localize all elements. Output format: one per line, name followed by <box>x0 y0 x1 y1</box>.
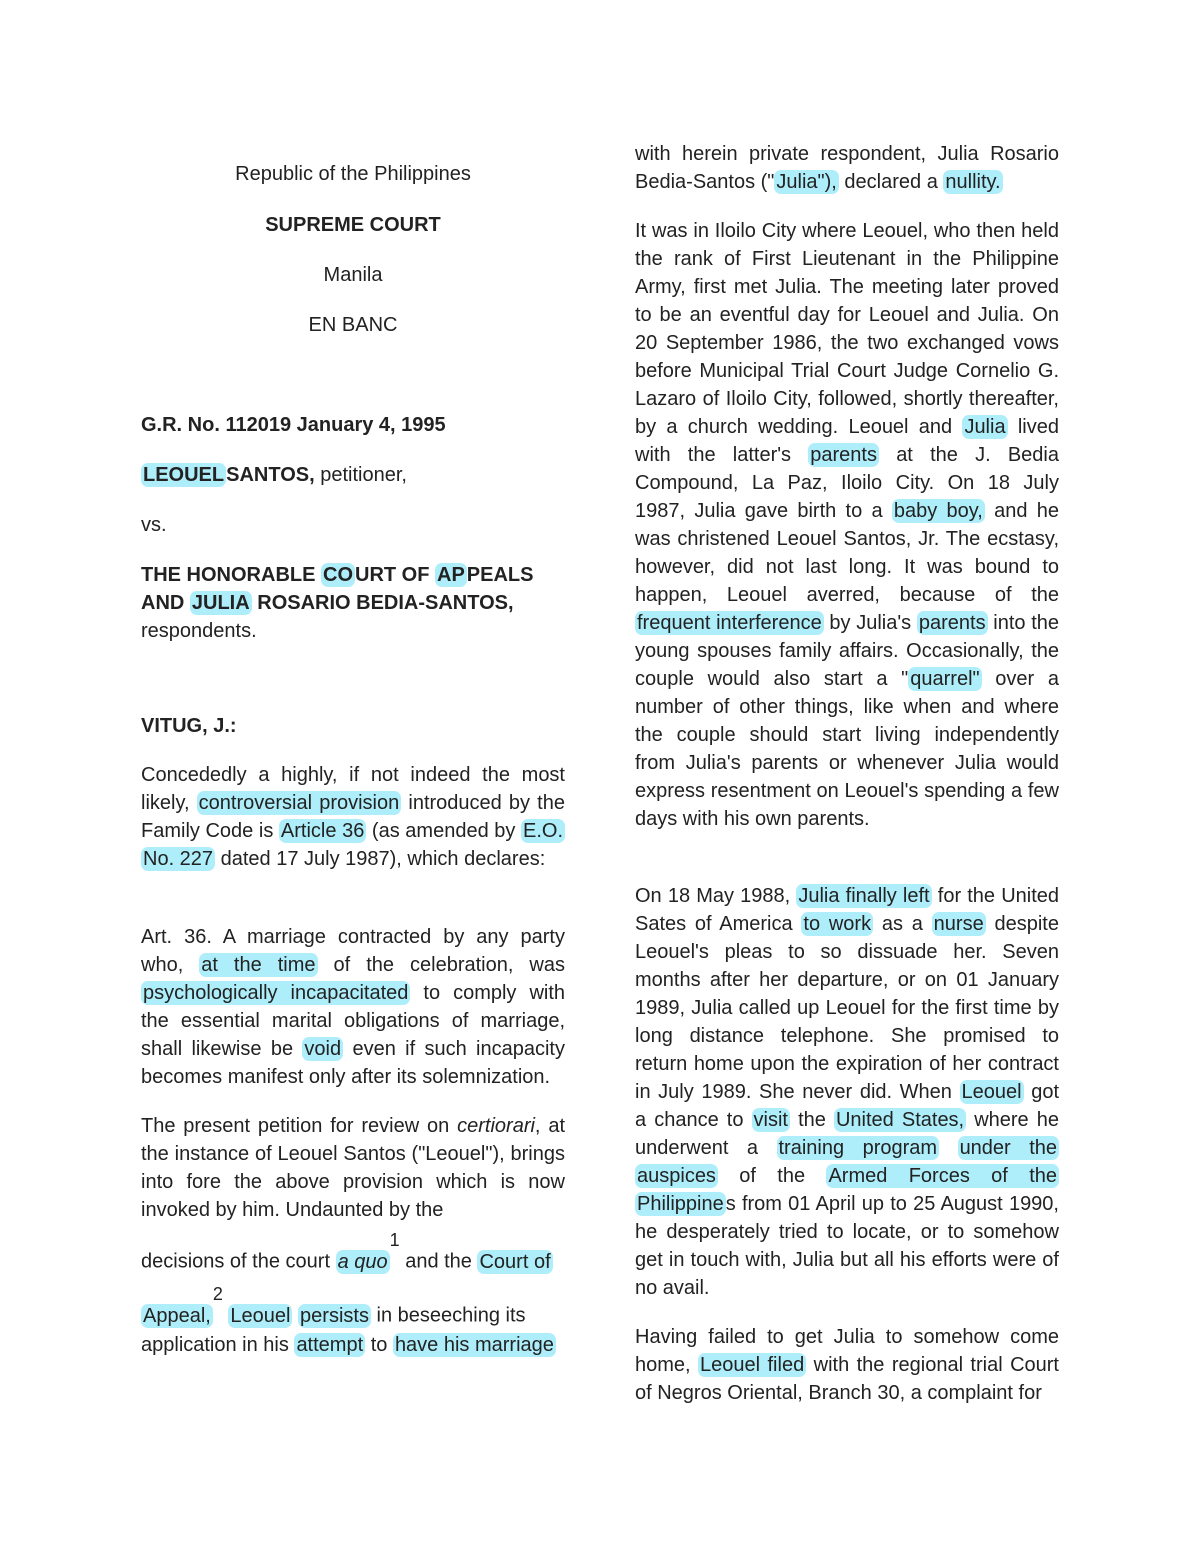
respondents-line-1 <box>141 564 571 587</box>
right-paragraph-2 <box>635 217 1059 833</box>
resp-highlight-2: AP <box>437 564 465 586</box>
text: introduced by the Family Code is <box>141 792 565 842</box>
highlight: frequent interference <box>637 612 822 634</box>
text: the <box>790 1109 834 1131</box>
case-number: G.R. No. 112019 January 4, 1995 <box>141 414 446 436</box>
highlight: persists <box>300 1304 369 1327</box>
text: and he was christened Leouel Santos, Jr. The ecstasy, however, did not last long. It was bound to happen, Leouel averred, because of the <box>635 500 1059 606</box>
highlight: Court of <box>479 1250 551 1273</box>
highlight: have his marriage <box>394 1334 554 1356</box>
text: where he underwent a <box>635 1109 1060 1159</box>
footnote-marker-1[interactable]: 1 <box>389 1230 400 1250</box>
highlight: baby boy, <box>893 500 983 522</box>
highlight: Leouel filed <box>700 1354 805 1376</box>
text: On 18 May 1988, <box>635 885 797 907</box>
highlight: E.O. No. 227 <box>143 820 564 870</box>
resp-highlight-1: CO <box>323 564 353 586</box>
left-paragraph-3-line-6 <box>141 1284 565 1328</box>
right-paragraph-4 <box>635 1323 1059 1407</box>
text: Concededly a highly, if not indeed the most likely, <box>141 764 565 814</box>
italic-text: certiorari <box>457 1115 535 1137</box>
highlight: under the auspices <box>637 1137 1058 1187</box>
highlight: Article 36 <box>280 820 365 842</box>
petitioner-role: petitioner, <box>314 464 407 486</box>
text: declared a <box>838 171 944 193</box>
left-paragraph-3-line-7 <box>141 1334 565 1357</box>
text: as a <box>873 913 932 935</box>
court-division: EN BANC <box>308 314 398 336</box>
highlight: at the time <box>201 954 316 976</box>
right-paragraph-1 <box>635 140 1059 196</box>
text: of the <box>717 1165 827 1187</box>
text: , at the instance of Leouel Santos ("Leouel"), brings into fore the above provision which is now invoked by him. Undaunted by the <box>141 1115 566 1221</box>
text: Having failed to get Julia to somehow come home, <box>635 1326 1059 1376</box>
ponente: VITUG, J.: <box>141 715 237 737</box>
resp-highlight-3: JULIA <box>191 592 250 614</box>
text: It was in Iloilo City where Leouel, who then held the rank of First Lieutenant in the Philippine Army, first met Julia. The meeting later proved to be an eventful day for Leouel and Julia. On 20 September 1986, the two exchanged vows before Municipal Trial Court Judge Cornelio G. Lazaro of Iloilo City, followed, shortly thereafter, by a church wedding. Leouel and <box>635 220 1059 438</box>
resp-text-2: URT OF <box>355 564 435 586</box>
text: in beseeching its <box>370 1304 526 1327</box>
resp-text-3: PEALS <box>466 564 534 586</box>
highlight: Julia"), <box>776 171 837 193</box>
highlight: visit <box>753 1109 788 1131</box>
text: even if such incapacity becomes manifest only after its solemnization. <box>141 1038 565 1088</box>
highlight: Armed Forces of the Philippine <box>637 1165 1057 1215</box>
highlight: Appeal, <box>143 1304 211 1327</box>
highlight: Leouel <box>230 1304 291 1327</box>
resp-text-4: AND <box>141 592 190 614</box>
highlight: Julia finally left <box>798 885 930 907</box>
petitioner-line <box>141 464 571 487</box>
highlight: void <box>304 1038 342 1060</box>
text: for the United Sates of America <box>635 885 1060 935</box>
left-paragraph-3 <box>141 1112 565 1224</box>
resp-text-5: ROSARIO BEDIA-SANTOS, <box>251 592 514 614</box>
text: by Julia's <box>823 612 917 634</box>
highlight: to work <box>803 913 872 935</box>
text: of the celebration, was <box>317 954 565 976</box>
text: dated 17 July 1987), which declares: <box>215 848 546 870</box>
versus: vs. <box>141 514 167 536</box>
highlight: parents <box>810 444 877 466</box>
highlight: controversial provision <box>198 792 400 814</box>
right-paragraph-3 <box>635 882 1059 1302</box>
petitioner-first-name: LEOUEL <box>143 464 225 486</box>
text: to <box>365 1334 393 1356</box>
highlight: psychologically incapacitated <box>143 982 409 1004</box>
text: decisions of the court <box>141 1250 336 1273</box>
text: (as amended by <box>366 820 521 842</box>
text: at the J. Bedia Compound, La Paz, Iloilo City. On 18 July 1987, Julia gave birth to a <box>635 444 1059 522</box>
resp-text-1: THE HONORABLE <box>141 564 321 586</box>
text: Art. 36. A marriage contracted by any party who, <box>141 926 565 976</box>
court-name: SUPREME COURT <box>265 214 441 236</box>
text: lived with the latter's <box>635 416 1059 466</box>
petitioner-last-name: SANTOS, <box>226 464 315 486</box>
highlight: training program <box>778 1137 938 1159</box>
text: and the <box>399 1250 478 1273</box>
text: to comply with the essential marital obligations of marriage, shall likewise be <box>141 982 566 1060</box>
highlight: United States, <box>835 1109 965 1131</box>
highlight: nullity. <box>945 171 1001 193</box>
text: The present petition for review on <box>141 1115 458 1137</box>
left-paragraph-3-line-5 <box>141 1230 565 1274</box>
left-paragraph-2-article-36 <box>141 923 565 1091</box>
text <box>939 1137 958 1159</box>
text: with the regional trial Court of Negros Oriental, Branch 30, a complaint for <box>635 1354 1059 1404</box>
respondents-role: respondents. <box>141 620 257 642</box>
text: got a chance to <box>635 1081 1060 1131</box>
highlight: a quo <box>337 1250 388 1273</box>
highlight: Leouel <box>961 1081 1022 1103</box>
highlight: attempt <box>296 1334 364 1356</box>
court-city: Manila <box>323 264 383 286</box>
text: s from 01 April up to 25 August 1990, he desperately tried to locate, or to somehow get in touch with, Julia but all his efforts were of no avail. <box>635 1193 1059 1299</box>
text: with herein private respondent, Julia Rosario Bedia-Santos (" <box>635 143 1059 193</box>
text: over a number of other things, like when and where the couple should start living independently from Julia's parents or whenever Julia would express resentment on Leouel's spending a few days with his own parents. <box>635 668 1059 830</box>
republic-line: Republic of the Philippines <box>235 163 471 185</box>
text: despite Leouel's pleas to so dissuade her. Seven months after her departure, or on 01 January 1989, Julia called up Leouel for the first time by long distance telephone. She promised to return home upon the expiration of her contract in July 1989. She never did. When <box>635 913 1059 1103</box>
respondents-line-2 <box>141 592 571 615</box>
text: into the young spouses family affairs. Occasionally, the couple would also start a " <box>635 612 1060 690</box>
text: application in his <box>141 1334 295 1356</box>
left-paragraph-1 <box>141 761 565 873</box>
highlight: quarrel" <box>910 668 980 690</box>
highlight: nurse <box>933 913 984 935</box>
footnote-marker-2[interactable]: 2 <box>212 1284 223 1304</box>
highlight: Julia <box>964 416 1006 438</box>
highlight: parents <box>918 612 986 634</box>
